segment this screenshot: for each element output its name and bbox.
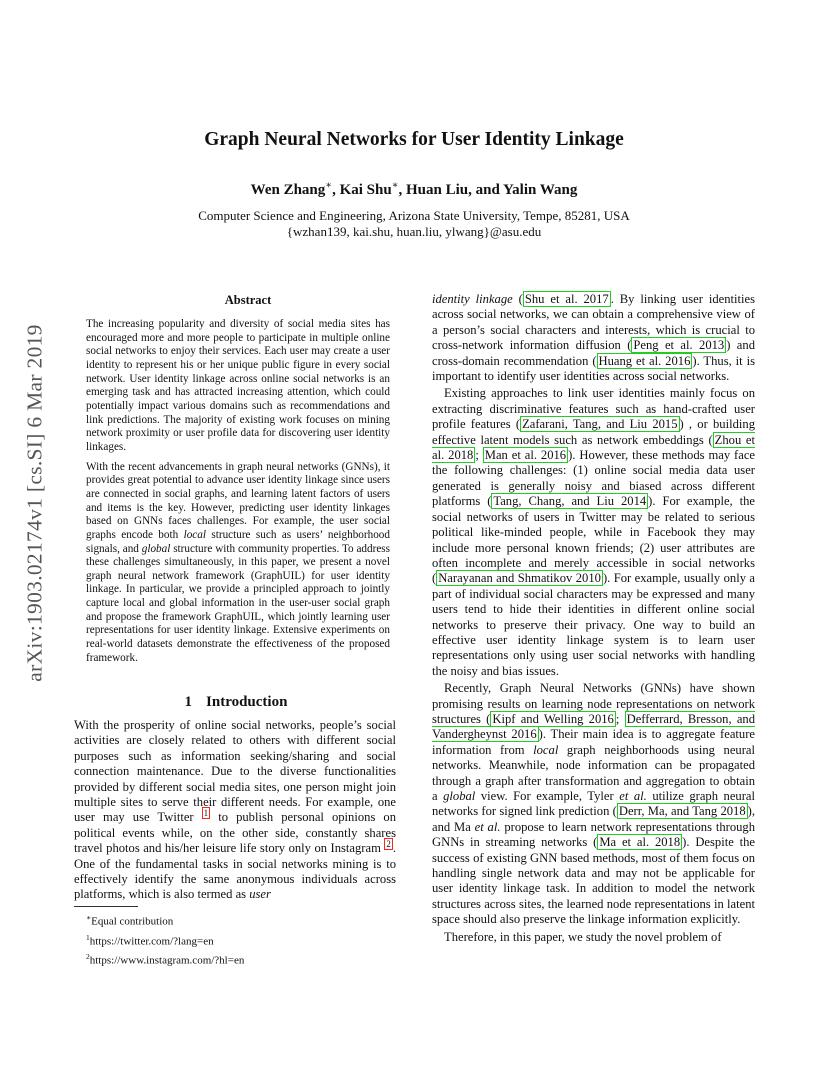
equal-contribution-mark: ∗	[391, 180, 399, 191]
emphasis: local	[533, 742, 559, 757]
emphasis: local	[183, 528, 206, 541]
body-text: ). For example, usually only a part of individual social characters may be expressed and many users tend to hide their identities in different online social networks to preserve their privacy. One way to build an effective user identity linkage system is to learn user representations only using user social networks with handling the noisy and bias issues.	[432, 571, 755, 678]
citation-link[interactable]: Zafarani, Tang, and Liu 2015	[522, 417, 678, 432]
author-list	[0, 180, 828, 199]
section-title: Introduction	[206, 694, 288, 710]
emphasis: user	[249, 887, 271, 902]
citation-link[interactable]: Defferrard, Bresson, and Vandergheynst 2016	[432, 711, 756, 742]
body-text: Recently, Graph Neural Networks (GNNs) have shown promising results on learning node representations on network structures (	[432, 681, 755, 726]
body-text: ). For example, the social networks of users in Twitter may be related to serious political like-minded people, while in Facebook they may include more personal known friends; (2) user attributes are often incomplete and merely accessible in social networks (	[432, 494, 755, 586]
footnote-mark: 1	[86, 932, 90, 942]
emphasis: global	[443, 789, 476, 803]
author-emails: {wzhan139, kai.shu, huan.liu, ylwang}@asu.edu	[286, 224, 542, 239]
body-text: ) and cross-domain recommendation (	[432, 338, 755, 368]
arxiv-identifier: arXiv:1903.02174v1 [cs.SI] 6 Mar 2019	[22, 323, 47, 682]
body-paragraph: Existing approaches to link user identities mainly focus on extracting discriminative features such as hand-crafted user profile features ( Zafarani, Tang, and Liu 2015 ) , or building effective latent models such as network embeddings ( Zhou et al. 2018 ; Man et al. 2016 ). However, these methods may face the following challenges: (1) online social media data user generated is generally noisy and biased across different platforms ( Tang, Chang, and Liu 2014 ). For example, the social networks of users in Twitter may be related to serious political like-minded people, while in Facebook they may include more personal known friends; (2) user attributes are often incomplete and merely accessible in social networks ( Narayanan and Shmatikov 2010 ). For example, usually only a part of individual social characters may be expressed and many users tend to hide their identities in different online social networks to preserve their privacy. One way to build an effective user identity linkage system is to learn user representations only using user social networks with handling the noisy and bias issues.	[432, 386, 756, 678]
equal-contribution-mark: ∗	[325, 180, 333, 191]
body-text: ), and Ma	[432, 804, 755, 834]
body-paragraph: identity linkage ( Shu et al. 2017 . By linking user identities across social networks, we can obtain a comprehensive view of a person’s social characters and interests, which is crucial to cross-network information diffusion ( Peng et al. 2013 ) and cross-domain recommendation ( Huang et al. 2016 ). Thus, it is important to identify user identities across social networks.	[432, 292, 755, 384]
author-name: Kai Shu	[339, 182, 392, 198]
body-text: ). Despite the success of existing GNN based methods, most of them focus on handling single network data and may not be applicable for user identity linkage task. In addition to model the network structures across sites, the learned node representations in latent space should also preserve the linkage information explicitly.	[432, 835, 755, 927]
body-text: utilize graph neural networks for signed link prediction (	[432, 789, 755, 819]
affiliation: Computer Science and Engineering, Arizona State University, Tempe, 85281, USA	[198, 208, 630, 223]
author-separator: ,	[332, 182, 340, 198]
body-text: propose to learn network representations through GNNs in streaming networks (	[432, 819, 756, 850]
body-text: ) , or building effective latent models such as network embeddings (	[432, 417, 755, 447]
body-text: graph neighborhoods using neural networks. Meanwhile, node information can be propagated through a graph after transformation and aggregation to obtain a	[432, 742, 755, 803]
footnote-url[interactable]: https://twitter.com/?lang=en	[89, 935, 214, 948]
abstract-text: structure such as users’ neighborhood signals, and	[86, 528, 390, 555]
emphasis: identity linkage	[432, 292, 513, 306]
body-paragraph: Recently, Graph Neural Networks (GNNs) have shown promising results on learning node representations on network structures ( Kipf and Welling 2016 ; Defferrard, Bresson, and Vandergheynst 2016 ). Their main idea is to aggregate feature information from local graph neighborhoods using neural networks. Meanwhile, node information can be propagated through a graph after transformation and aggregation to obtain a global view. For example, Tyler et al. utilize graph neural networks for signed link prediction ( Derr, Ma, and Tang 2018 ), and Ma et al. propose to learn network representations through GNNs in streaming networks ( Ma et al. 2018 ). Despite the success of existing GNN based methods, most of them focus on handling single network data and may not be applicable for user identity linkage task. In addition to model the network structures across sites, the learned node representations in latent space should also preserve the linkage information explicitly.	[432, 681, 756, 927]
citation-link[interactable]: Peng et al. 2013	[633, 338, 725, 353]
footnote-link-2[interactable]: 2	[386, 839, 391, 850]
citation-link[interactable]: Huang et al. 2016	[598, 353, 691, 368]
emphasis: et al.	[619, 789, 647, 803]
abstract-paragraph: The increasing popularity and diversity of social media sites has encouraged more and more people to participate in multiple online social networks to enjoy their services. Each user may create a user identity to represent his or her unique public figure in every social network. User identity linkage across online social networks is an emerging task and has attracted increasing attention, which could potentially impact various domains such as recommendations and link predictions. The majority of existing work focuses on mining network proximity or user profile data for discovering user identity linkages.	[86, 318, 390, 453]
body-paragraph: Therefore, in this paper, we study the novel problem of	[444, 929, 722, 944]
citation-link[interactable]: Shu et al. 2017	[524, 292, 609, 306]
abstract-text: With the recent advancements in graph neural networks (GNNs), it provides great potential to advance user identity linkage since users are connected in social graphs, and learning latent factors of users and items is the key. However, predicting user identity linkages based on GNNs faces challenges. For example, the user social graphs encode both	[86, 460, 390, 541]
section-number: 1	[184, 694, 193, 710]
abstract-paragraph	[86, 461, 390, 666]
emphasis: et al.	[474, 819, 501, 834]
body-text: . By linking user identities across social networks, we can obtain a comprehensive view of a person’s social characters and interests, which is crucial to cross-network information diffusion (	[432, 292, 755, 353]
arxiv-sidebar-stamp	[20, 300, 50, 705]
body-text: Existing approaches to link user identities mainly focus on extracting discriminative features such as hand-crafted user profile features (	[432, 386, 755, 432]
abstract-body	[86, 318, 390, 671]
footnote-link-1[interactable]: 1	[203, 808, 209, 819]
affiliation-block	[0, 208, 828, 240]
footnote-mark: ∗	[86, 913, 92, 922]
footnote-1	[86, 930, 244, 950]
citation-link[interactable]: Kipf and Welling 2016	[492, 711, 614, 726]
citation-link[interactable]: Narayanan and Shmatikov 2010	[438, 571, 601, 586]
body-text: ). Their main idea is to aggregate feature information from	[432, 727, 755, 757]
right-column-body	[432, 292, 755, 945]
abstract-text: structure with community properties. To address these challenges simultaneously, in this paper, we present a novel graph neural network framework (GraphUIL) for user identity linkage. In particular, we provide a principled approach to jointly capture local and global information in the user-user social graph and propose the framework GraphUIL, which jointly learning user representations for user identity linkage. Extensive experiments on real-world datasets demonstrate the effectiveness of the proposed framework.	[86, 542, 391, 664]
paper-title: Graph Neural Networks for User Identity Linkage	[204, 129, 624, 150]
author-separator: ,	[398, 182, 406, 198]
intro-text: to publish personal opinions on political events while, on the other side, constantly shares travel photos and his/her leisure life story only on Instagram	[74, 810, 397, 856]
footnote-mark: 2	[86, 952, 90, 962]
citation-link[interactable]: Tang, Chang, and Liu 2014	[493, 494, 647, 509]
footnote-rule	[74, 906, 138, 907]
citation-link[interactable]: Derr, Ma, and Tang 2018	[618, 804, 746, 819]
section-heading-introduction	[74, 694, 398, 711]
citation-link[interactable]: Zhou et al. 2018	[432, 432, 755, 463]
author-name: Huan Liu, and Yalin Wang	[406, 182, 578, 198]
footnote-text: Equal contribution	[91, 915, 174, 928]
footnotes	[86, 910, 244, 969]
emphasis: global	[141, 542, 171, 555]
introduction-body	[74, 718, 396, 903]
citation-link[interactable]: Ma et al. 2018	[599, 835, 681, 850]
intro-text: . One of the fundamental tasks in social networks mining is to effectively identify the same anonymous individuals across platforms, which is also termed as	[74, 841, 396, 902]
abstract-heading: Abstract	[224, 293, 272, 307]
intro-text: With the prosperity of online social networks, people’s social activities are closely related to others with different social purposes such as information seeking/sharing and social connection maintenance. Due to the diverse functionalities provided by different social media sites, one person might join multiple sites to serve their different needs. For example, one user may use Twitter	[74, 718, 396, 825]
footnote-url[interactable]: https://www.instagram.com/?hl=en	[89, 954, 245, 967]
author-name: Wen Zhang	[250, 182, 326, 198]
body-text: ). Thus, it is important to identify user identities across social networks.	[432, 353, 755, 384]
citation-link[interactable]: Man et al. 2016	[484, 448, 567, 463]
footnote-2	[86, 949, 244, 969]
body-text: view. For example, Tyler	[475, 789, 620, 803]
footnote-equal-contribution	[86, 910, 244, 930]
body-text: ). However, these methods may face the following challenges: (1) online social media data user generated is generally noisy and biased across different platforms (	[432, 448, 756, 509]
